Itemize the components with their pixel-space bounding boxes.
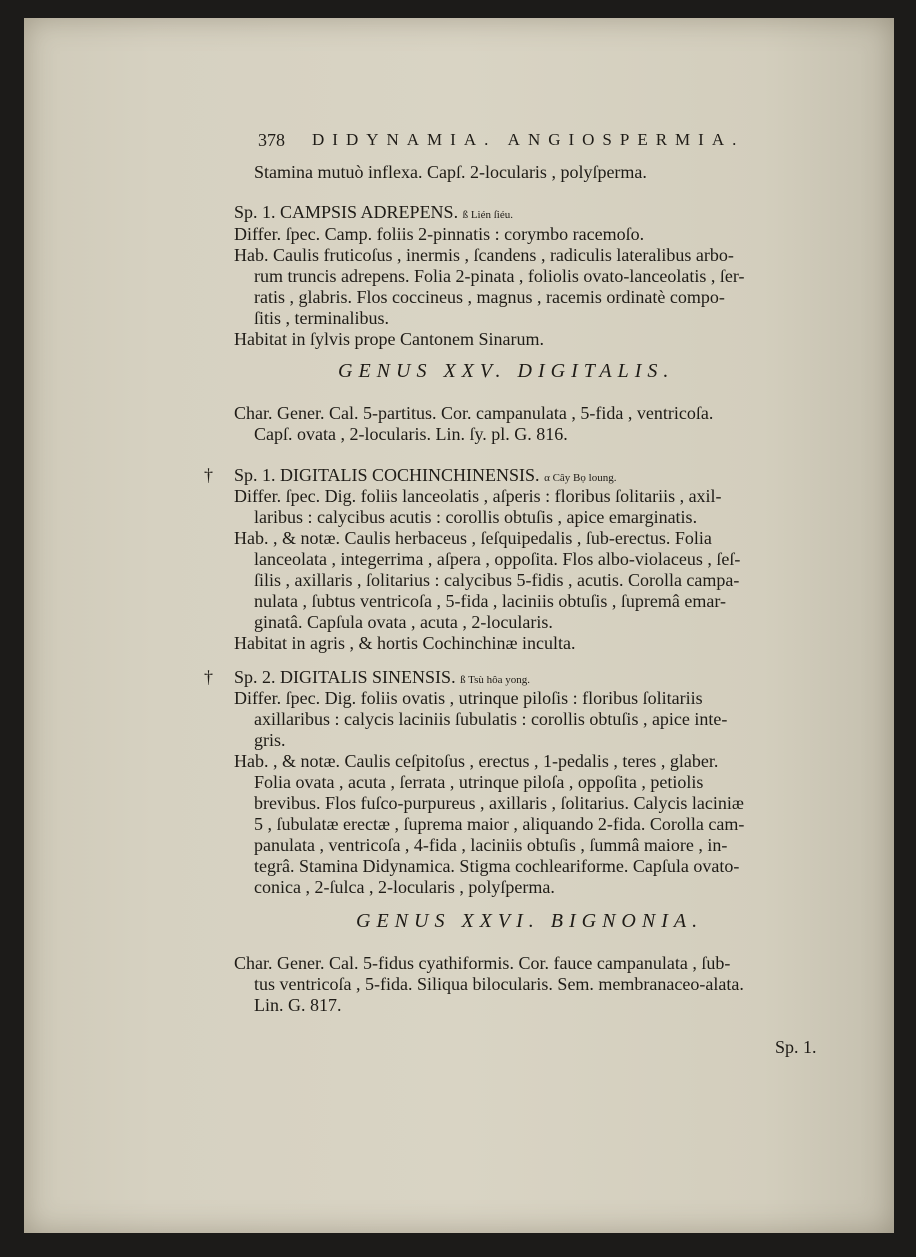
text-line: Habitat in agris , & hortis Cochinchinæ inculta.	[234, 633, 576, 653]
text-line: Hab. , & notæ. Caulis herbaceus , ſeſquipedalis , ſub-erectus. Folia	[234, 528, 712, 548]
text-line: Char. Gener. Cal. 5-fidus cyathiformis. Cor. fauce campanulata , ſub-	[234, 953, 731, 973]
text-line: gris.	[254, 730, 286, 750]
species-heading	[234, 202, 513, 227]
species-title: Sp. 1. DIGITALIS COCHINCHINENSIS.	[234, 465, 540, 485]
text-line: Folia ovata , acuta , ſerrata , utrinque piloſa , oppoſita , petiolis	[254, 772, 704, 792]
running-head	[258, 130, 758, 154]
text-line: rum truncis adrepens. Folia 2-pinata , foliolis ovato-lanceolatis , ſer-	[254, 266, 745, 286]
text-line: panulata , ventricoſa , 4-fida , laciniis obtuſis , ſummâ maiore , in-	[254, 835, 728, 855]
dagger-mark: †	[204, 465, 213, 485]
text-line: tegrâ. Stamina Didynamica. Stigma cochleariforme. Capſula ovato-	[254, 856, 740, 876]
text-line: tus ventricoſa , 5-fida. Siliqua bilocularis. Sem. membranaceo-alata.	[254, 974, 744, 994]
genus-heading: GENUS XXVI. BIGNONIA.	[356, 910, 704, 932]
text-line: Char. Gener. Cal. 5-partitus. Cor. campanulata , 5-fida , ventricoſa.	[234, 403, 714, 423]
genus-heading: GENUS XXV. DIGITALIS.	[338, 360, 675, 382]
text-line: Capſ. ovata , 2-locularis. Lin. ſy. pl. G. 816.	[254, 424, 568, 444]
text-line: axillaribus : calycis laciniis ſubulatis : corollis obtuſis , apice inte-	[254, 709, 728, 729]
text-line: conica , 2-ſulca , 2-locularis , polyſperma.	[254, 877, 555, 897]
text-line: ſilis , axillaris , ſolitarius : calycibus 5-fidis , acutis. Corolla campa-	[254, 570, 740, 590]
dagger-mark: †	[204, 667, 213, 687]
vernacular-name: ß Lién ſiéu.	[462, 209, 513, 221]
text-line: ginatâ. Capſula ovata , acuta , 2-locularis.	[254, 612, 553, 632]
text-line: Habitat in ſylvis prope Cantonem Sinarum.	[234, 329, 544, 349]
text-line: ratis , glabris. Flos coccineus , magnus , racemis ordinatè compo-	[254, 287, 725, 307]
text-line: Differ. ſpec. Dig. foliis lanceolatis , aſperis : floribus ſolitariis , axil-	[234, 486, 722, 506]
text-line: Differ. ſpec. Dig. foliis ovatis , utrinque piloſis : floribus ſolitariis	[234, 688, 703, 708]
text-line: Hab. , & notæ. Caulis ceſpitoſus , erectus , 1-pedalis , teres , glaber.	[234, 751, 719, 771]
text-line: 5 , ſubulatæ erectæ , ſuprema maior , aliquando 2-fida. Corolla cam-	[254, 814, 745, 834]
vernacular-name: α Cây Bọ loung.	[544, 472, 617, 484]
species-title: Sp. 2. DIGITALIS SINENSIS.	[234, 667, 456, 687]
text-line: Stamina mutuò inflexa. Capſ. 2-locularis , polyſperma.	[254, 162, 647, 182]
text-line: nulata , ſubtus ventricoſa , 5-fida , laciniis obtuſis , ſupremâ emar-	[254, 591, 727, 611]
text-line: Hab. Caulis fruticoſus , inermis , ſcandens , radiculis lateralibus arbo-	[234, 245, 734, 265]
vernacular-name: ß Tsù hôa yong.	[460, 674, 530, 686]
page-number: 378	[258, 130, 285, 150]
text-line: Differ. ſpec. Camp. foliis 2-pinnatis : corymbo racemoſo.	[234, 224, 645, 244]
species-title: Sp. 1. CAMPSIS ADREPENS.	[234, 202, 459, 222]
text-line: Lin. G. 817.	[254, 995, 342, 1015]
running-title: DIDYNAMIA. ANGIOSPERMIA.	[312, 130, 745, 149]
text-line: ſitis , terminalibus.	[254, 308, 389, 328]
catchword: Sp. 1.	[775, 1037, 817, 1057]
text-line: laribus : calycibus acutis : corollis obtuſis , apice emarginatis.	[254, 507, 698, 527]
text-line: lanceolata , integerrima , aſpera , oppoſita. Flos albo-violaceus , ſeſ-	[254, 549, 741, 569]
text-line: brevibus. Flos fuſco-purpureus , axillaris , ſolitarius. Calycis laciniæ	[254, 793, 744, 813]
